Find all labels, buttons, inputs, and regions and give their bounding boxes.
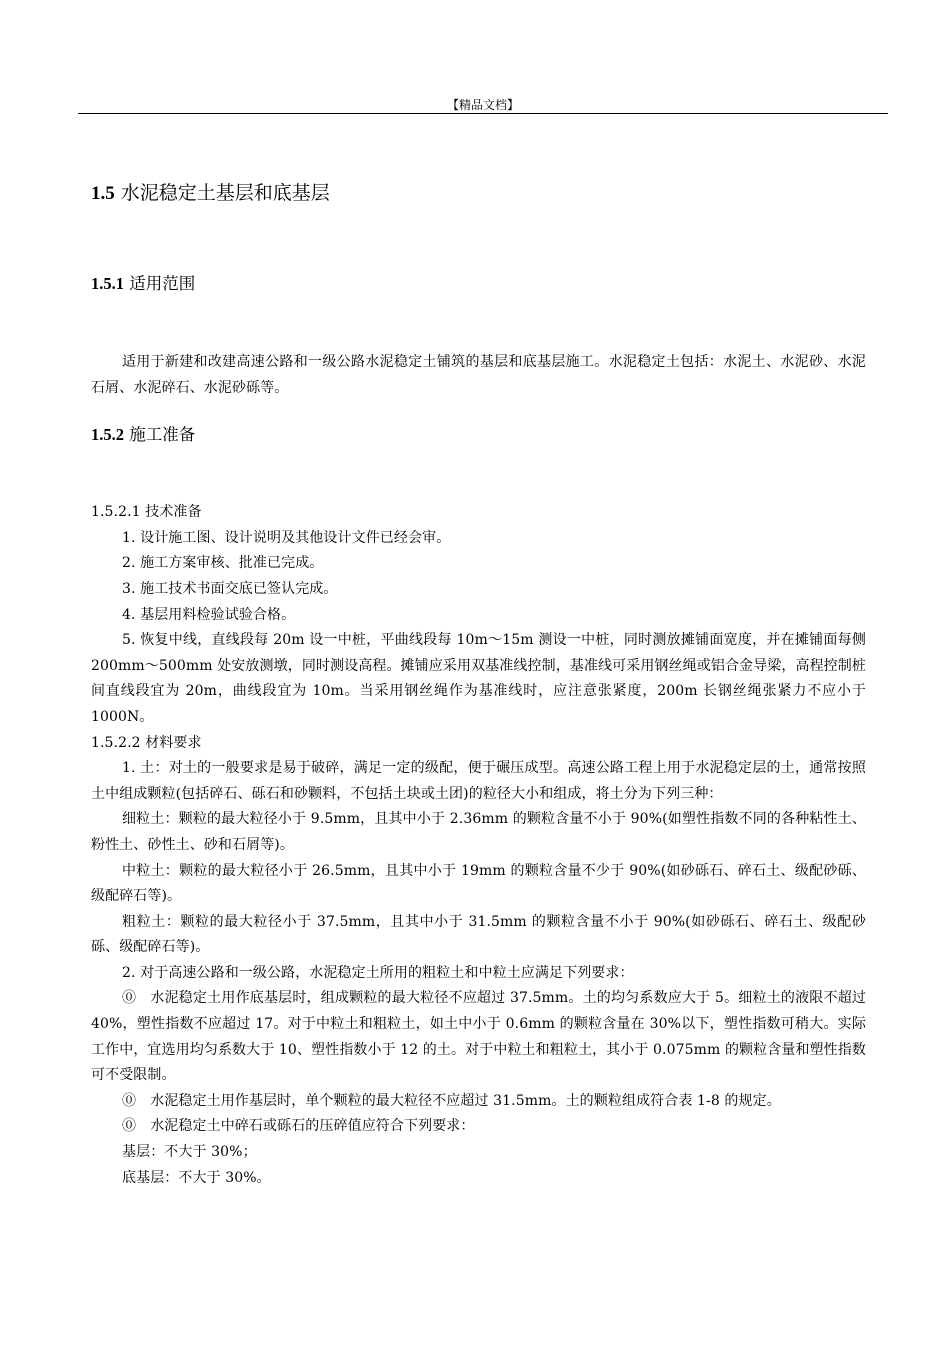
material-paragraph: 中粒土：颗粒的最大粒径小于 26.5mm，且其中小于 19mm 的颗粒含量不少于 90%(如砂砾石、碎石土、级配砂砾、级配碎石等)。 [91,862,866,905]
section-heading [91,178,866,209]
material-paragraph: 基层：不大于 30%； [122,1144,257,1161]
subsection-number: 1.5.2 [91,425,124,445]
tech-item: 1. 设计施工图、设计说明及其他设计文件已经会审。 [122,529,451,546]
scope-paragraph: 适用于新建和改建高速公路和一级公路水泥稳定土铺筑的基层和底基层施工。水泥稳定土包括：水泥土、水泥砂、水泥石屑、水泥碎石、水泥砂砾等。 [91,354,866,396]
material-paragraph: 2. 对于高速公路和一级公路，水泥稳定土所用的粗粒土和中粒土应满足下列要求： [122,964,634,981]
material-paragraph: ⓪ 水泥稳定土用作基层时，单个颗粒的最大粒径不应超过 31.5mm。土的颗粒组成符合表 1-8 的规定。 [122,1092,781,1109]
subsection-title: 施工准备 [129,425,196,445]
subsection-number: 1.5.1 [91,274,124,293]
material-paragraph: ⓪ 水泥稳定土用作底基层时，组成颗粒的最大粒径不应超过 37.5mm。土的均匀系数应大于 5。细粒土的液限不超过 40%，塑性指数不应超过 17。对于中粒土和粗粒土，如土中小于 0.6mm 的颗粒含量在 30%以下，塑性指数可稍大。实际工作中，宜选用均匀系数大于 10、塑性指数小于 12 的土。对于中粒土和粗粒土，其小于 0.075mm 的颗粒含量和塑性指数可不受限制。 [91,990,866,1084]
tech-item: 4. 基层用料检验试验合格。 [122,606,296,623]
material-paragraph: ⓪ 水泥稳定土中碎石或砾石的压碎值应符合下列要求： [122,1118,475,1135]
material-paragraph: 粗粒土：颗粒的最大粒径小于 37.5mm，且其中小于 31.5mm 的颗粒含量不小于 90%(如砂砾石、碎石土、级配砂砾、级配碎石等)。 [91,913,866,956]
subsection-heading-scope [91,271,866,297]
tech-heading: 1.5.2.1 技术准备 [91,504,202,521]
material-paragraph: 底基层：不大于 30%。 [122,1169,271,1186]
tech-item: 5. 恢复中线，直线段每 20m 设一中桩，平曲线段每 10m～15m 测设一中桩，同时测放摊铺面宽度，并在摊铺面每侧 200mm～500mm 处安放测墩，同时测设高程。摊铺应采用双基准线控制，基准线可采用钢丝绳或铝合金导梁，高程控制桩间直线段宜为 20m，曲线段宜为 10m。当采用钢丝绳作为基准线时，应注意张紧度，200m 长钢丝绳张紧力不应小于 1000N。 [91,632,866,725]
material-heading: 1.5.2.2 材料要求 [91,734,202,751]
section-title: 水泥稳定土基层和底基层 [120,182,330,204]
section-number: 1.5 [91,183,115,204]
material-paragraph: 细粒土：颗粒的最大粒径小于 9.5mm，且其中小于 2.36mm 的颗粒含量不小于 90%(如塑性指数不同的各种粘性土、粉性土、砂性土、砂和石屑等)。 [91,811,866,853]
tech-item: 3. 施工技术书面交底已签认完成。 [122,580,338,597]
subsection-heading-preparation [91,422,866,448]
header-divider [78,113,888,114]
material-paragraph: 1. 土：对土的一般要求是易于破碎，满足一定的级配，便于碾压成型。高速公路工程上用于水泥稳定层的土，通常按照土中组成颗粒(包括碎石、砾石和砂颗料，不包括土块或土团)的粒径大小和组成，将土分为下列三种： [91,760,866,802]
page-header: 【精品文档】 [446,98,519,112]
tech-item: 2. 施工方案审核、批准已完成。 [122,555,324,572]
subsection-title: 适用范围 [129,274,196,293]
document-body [91,160,866,1191]
